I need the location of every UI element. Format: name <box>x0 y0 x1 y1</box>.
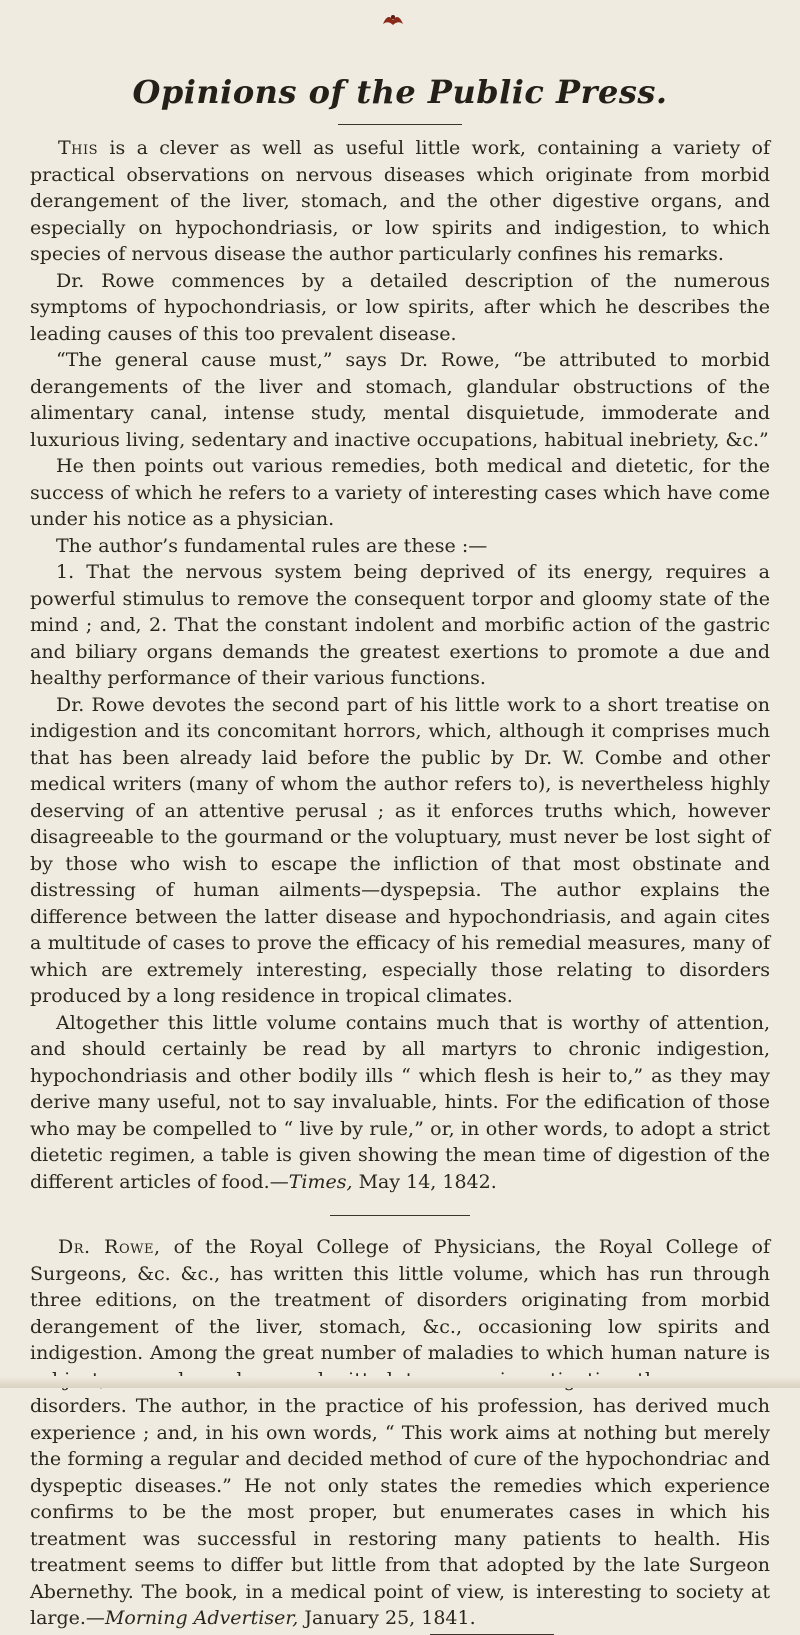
title-divider <box>338 124 462 125</box>
review-paragraph: The author’s fundamental rules are these :— <box>56 534 488 557</box>
page-edge-shadow <box>0 1376 800 1388</box>
review-paragraph: 1. That the nervous system being deprived of its energy, requires a powerful stimulus to remove the consequent torpor and gloomy state of the mind ; and, 2. That the constant indolent and morbific action of the gastric and biliary organs demands the greatest exertions to promote a due and healthy performance of their various functions. <box>30 561 770 689</box>
review-source: Times, <box>288 1170 353 1193</box>
review-times <box>30 135 770 1195</box>
review-paragraph: He then points out various remedies, both medical and dietetic, for the success of which he refers to a variety of interesting cases which have come under his notice as a physician. <box>30 455 770 530</box>
review-morning-advertiser <box>30 1234 770 1632</box>
paragraph-lead-caps: This <box>58 137 99 159</box>
printers-ornament-icon <box>380 12 406 28</box>
review-paragraph: Dr. Rowe devotes the second part of his little work to a short treatise on indigestion and its concomitant horrors, which, although it comprises much that has been already laid before the public by Dr. W. Combe and other medical writers (many of whom the author refers to), is nevertheless highly deserving of an attentive perusal ; as it enforces truths which, however disagreeable to the gourmand or the voluptuary, must never be lost sight of by those who wish to escape the infliction of that most obstinate and distressing of human ailments—dyspepsia. The author explains the difference between the latter disease and hypochondriasis, and again cites a multitude of cases to prove the efficacy of his remedial measures, many of which are extremely interesting, especially those relating to disorders produced by a long residence in tropical climates. <box>30 693 770 1007</box>
section-divider <box>330 1215 470 1216</box>
review-paragraph: Altogether this little volume contains much that is worthy of attention, and should certainly be read by all martyrs to chronic indigestion, hypochondriasis and other bodily ills “ which flesh is heir to,” as they may derive many useful, not to say invaluable, hints. For the edification of those who may be compelled to “ live by rule,” or, in other words, to adopt a strict dietetic regimen, a table is given showing the mean time of digestion of the different articles of food.—Times, May 14, 1842. <box>30 1011 770 1193</box>
review-paragraph: Dr. Rowe commences by a detailed description of the numerous symptoms of hypochondriasis, or low spirits, after which he describes the leading causes of this too prevalent disease. <box>30 269 770 345</box>
review-date: January 25, 1841. <box>298 1607 476 1629</box>
page-title: Opinions of the Public Press. <box>132 73 668 111</box>
review-date: May 14, 1842. <box>352 1170 497 1193</box>
review-paragraph: Dr. Rowe, of the Royal College of Physicians, the Royal College of Surgeons, &c. &c., has written this little volume, which has run through three editions, on the treatment of disorders originating from morbid derangement of the liver, stomach, &c., occasioning low spirits and indigestion. Among the great number of maladies to which human nature is disorders. The author, in the practice of his profession, has derived much experience ; and, in his own words, “ This work aims at nothing but merely the forming a regular and decided method of cure of the hypochondriac and dyspeptic diseases.” He not only states the remedies which experience confirms to be the most proper, but enumerates cases in which his treatment was successful in restoring many patients to health. His treatment seems to differ but little from that adopted by the late Surgeon Abernethy. The book, in a medical point of view, is interesting to society at large.—Morning Advertiser, January 25, 1841. <box>30 1236 770 1629</box>
review-paragraph: This is a clever as well as useful little work, containing a variety of practical observations on nervous diseases which originate from morbid derangement of the liver, stomach, and the other digestive organs, and especially on hypochondriasis, or low spirits and indigestion, to which species of nervous disease the author particularly confines his remarks. <box>30 137 770 265</box>
end-divider <box>430 1634 554 1635</box>
paragraph-lead-caps: Dr. Rowe, <box>58 1236 161 1258</box>
review-source: Morning Advertiser, <box>104 1607 299 1629</box>
review-paragraph: “The general cause must,” says Dr. Rowe, “be attributed to morbid derangements of the liver and stomach, glandular obstructions of the alimentary canal, intense study, mental disquietude, immoderate and luxurious living, sedentary and inactive occupations, habitual inebriety, &c.” <box>30 349 770 451</box>
